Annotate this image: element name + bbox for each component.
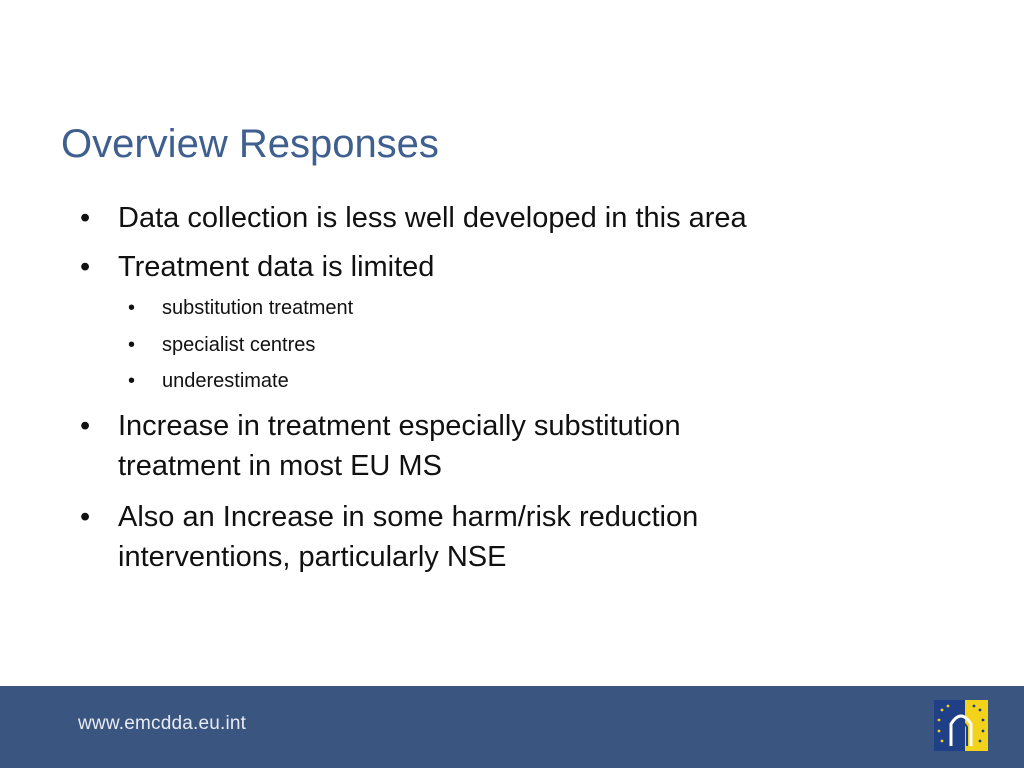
bullet-text: underestimate [162, 370, 289, 392]
bullet-text-line: Increase in treatment especially substitution [118, 410, 681, 442]
bullet-text-line: treatment in most EU MS [118, 450, 442, 482]
emcdda-logo-icon [934, 700, 988, 751]
bullet-text-line: interventions, particularly NSE [118, 541, 507, 573]
footer-bar [0, 686, 1024, 768]
bullet-text: Data collection is less well developed in this area [118, 202, 747, 234]
bullet-dot: • [80, 202, 91, 234]
bullet-text: Treatment data is limited [118, 251, 435, 283]
bullet-dot: • [128, 370, 136, 392]
slide-title: Overview Responses [61, 122, 439, 166]
emcdda-logo-svg [934, 700, 988, 751]
bullet-text: specialist centres [162, 334, 316, 356]
bullet-dot: • [80, 501, 91, 533]
bullet-text-line: Also an Increase in some harm/risk reduction [118, 501, 699, 533]
bullet-dot: • [80, 251, 91, 283]
bullet-dot: • [128, 334, 136, 356]
bullet-dot: • [80, 410, 91, 442]
footer-url: www.emcdda.eu.int [78, 713, 247, 734]
bullet-dot: • [128, 297, 136, 319]
bullet-text: substitution treatment [162, 297, 354, 319]
